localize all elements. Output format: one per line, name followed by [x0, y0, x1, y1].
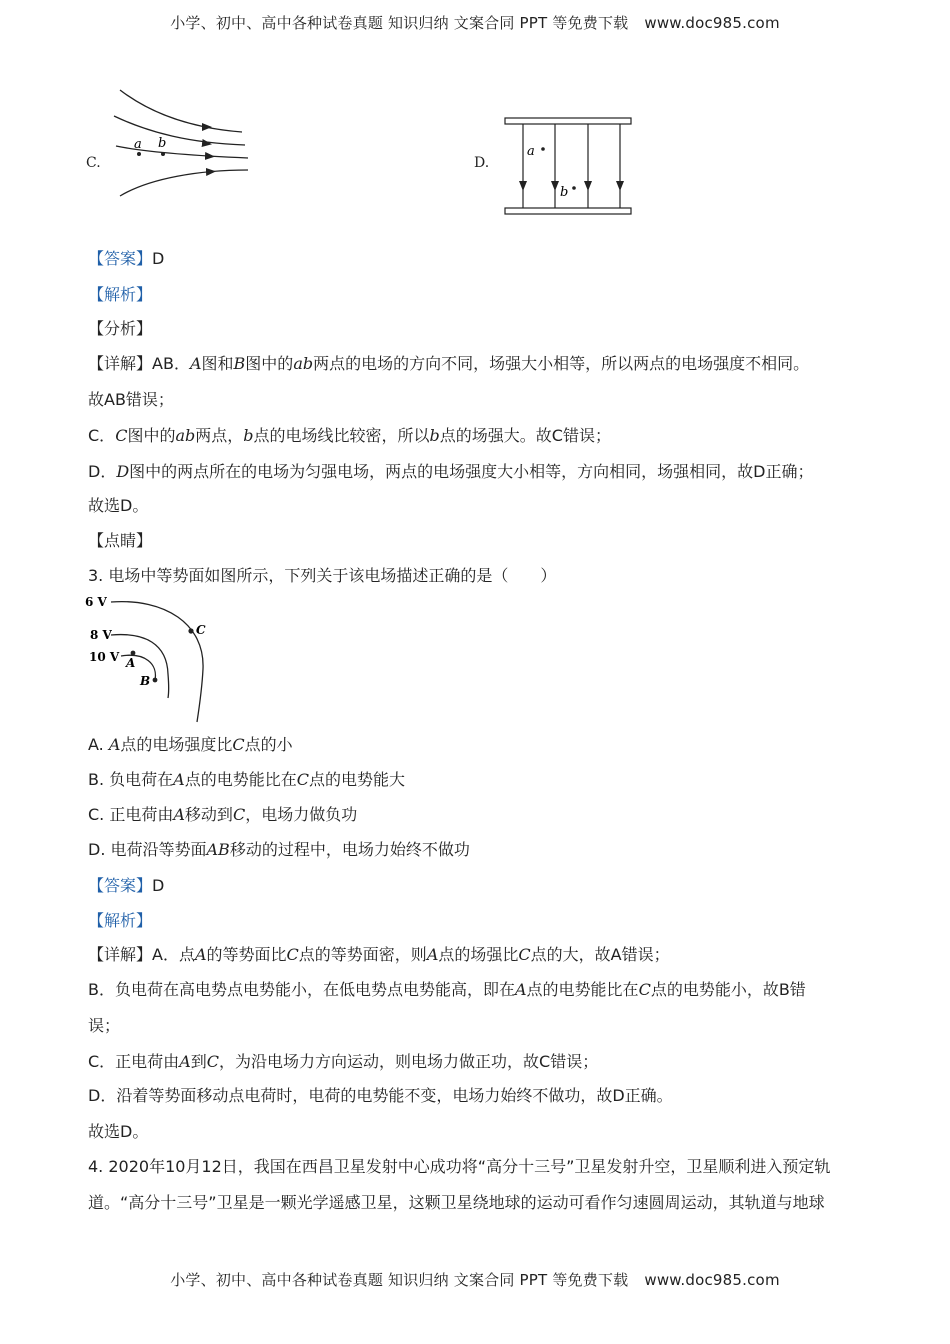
page-footer — [0, 1269, 950, 1290]
text: 到 — [190, 1052, 207, 1071]
q2-detail-line-2: 故AB错误； — [88, 390, 174, 409]
math: C — [518, 945, 531, 964]
text: C．正电荷由 — [88, 1052, 180, 1071]
text: 两点的电场的方向不同，场强大小相等，所以两点的电场强度不相同。 — [313, 354, 810, 373]
q3-option-d — [88, 838, 868, 862]
math: A — [173, 770, 185, 789]
q3-label-10v: 10 V — [89, 650, 120, 664]
math: ab — [175, 426, 196, 445]
text: C． — [88, 426, 116, 445]
math: B — [233, 354, 246, 373]
text: 两点， — [195, 426, 244, 445]
text: 点的电势能大 — [308, 770, 405, 789]
math: A — [514, 980, 527, 999]
text: D. 电荷沿等势面 — [88, 840, 207, 859]
q4-stem-line-1: 4. 2020年10月12日，我国在西昌卫星发射中心成功将“高分十三号”卫星发射升空，卫星顺利进入预定轨 — [88, 1157, 831, 1176]
text: D． — [88, 462, 117, 481]
q4-stem-line-2: 道。“高分十三号”卫星是一颗光学遥感卫星，这颗卫星绕地球的运动可看作匀速圆周运动，其轨道与地球 — [88, 1193, 825, 1212]
q2-detail-option-d — [88, 460, 868, 484]
text: 点的电场强度比 — [120, 735, 233, 754]
q3-point-c-label: C — [196, 623, 206, 637]
q3-answer-tag: 【答案】 — [88, 876, 153, 895]
figure-c-point-a-label: a — [134, 137, 142, 152]
q2-detail-line-1 — [88, 352, 868, 376]
q3-detail-line-3 — [88, 1050, 868, 1074]
text: 的等势面比 — [206, 945, 287, 964]
math: A — [426, 945, 439, 964]
math: A — [189, 354, 202, 373]
math: A — [194, 945, 207, 964]
figure-d-option-label: D. — [474, 155, 490, 171]
figure-d-parallel-plates — [500, 115, 635, 220]
text: A．点 — [152, 945, 195, 964]
text: 图中的 — [245, 354, 294, 373]
footer-url[interactable]: www.doc985.com — [644, 1271, 780, 1289]
math: C — [638, 980, 651, 999]
text: 点的电场线比较密，所以 — [253, 426, 430, 445]
q2-analysis-tag: 【解析】 — [88, 285, 153, 304]
q3-point-a-label: A — [126, 656, 136, 670]
q3-option-b — [88, 768, 868, 792]
figure-c-option-label: C. — [86, 155, 101, 171]
q3-detail-line-2 — [88, 978, 868, 1002]
text: 移动到 — [184, 805, 233, 824]
q2-answer-value: D — [152, 249, 165, 268]
math: A — [173, 805, 185, 824]
text: ，为沿电场力方向运动，则电场力做正功，故C错误； — [219, 1052, 599, 1071]
q3-answer-value: D — [152, 876, 165, 895]
math: C — [232, 735, 245, 754]
header-text: 小学、初中、高中各种试卷真题 知识归纳 文案合同 PPT 等免费下载 — [170, 14, 629, 32]
figure-c-point-b-label: b — [158, 136, 167, 151]
q3-equipotential-figure — [85, 594, 235, 724]
math: C — [115, 426, 128, 445]
math: A — [179, 1052, 191, 1071]
q3-detail-line-2b: 误； — [88, 1016, 121, 1035]
text: 图中的 — [127, 426, 176, 445]
q2-answer — [88, 247, 868, 271]
math: C — [206, 1052, 220, 1071]
math: b — [429, 426, 440, 445]
text: 点的场强大。故C错误； — [439, 426, 611, 445]
header-url[interactable]: www.doc985.com — [644, 14, 780, 32]
math: C — [286, 945, 299, 964]
text: 移动的过程中，电场力始终不做功 — [229, 840, 470, 859]
text: 点的等势面密，则 — [298, 945, 427, 964]
text: AB． — [152, 354, 190, 373]
q3-conclusion: 故选D。 — [88, 1122, 149, 1141]
math: b — [243, 426, 254, 445]
text: 点的电势能小，故B错 — [650, 980, 806, 999]
q3-detail-line-4: D．沿着等势面移动点电荷时，电荷的电势能不变，电场力始终不做功，故D正确。 — [88, 1086, 673, 1105]
text: A. — [88, 735, 104, 754]
text: C. 正电荷由 — [88, 805, 174, 824]
q2-dianjing-tag: 【点睛】 — [88, 531, 153, 550]
q3-stem: 3. 电场中等势面如图所示，下列关于该电场描述正确的是（ ） — [88, 566, 557, 585]
text: ，电场力做负功 — [245, 805, 358, 824]
q3-analysis-tag: 【解析】 — [88, 911, 153, 930]
q3-option-a — [88, 733, 868, 757]
figure-d-point-b-label: b — [560, 185, 569, 200]
page-header — [0, 12, 950, 33]
math: ab — [293, 354, 314, 373]
q2-answer-tag: 【答案】 — [88, 249, 153, 268]
q2-fenxi-tag: 【分析】 — [88, 319, 153, 338]
q3-point-b-label: B — [140, 674, 151, 688]
math: C — [232, 805, 246, 824]
q3-label-6v: 6 V — [85, 595, 107, 609]
figure-d-point-a-label: a — [527, 144, 535, 159]
math: D — [116, 462, 130, 481]
text: 图中的两点所在的电场为匀强电场，两点的电场强度大小相等，方向相同，场强相同，故D正确； — [129, 462, 814, 481]
math: A — [108, 735, 121, 754]
text: 图和 — [201, 354, 234, 373]
q3-option-c — [88, 803, 868, 827]
text: 点的场强比 — [438, 945, 519, 964]
q3-answer — [88, 874, 868, 898]
q3-detail-tag: 【详解】 — [88, 945, 153, 964]
q3-label-8v: 8 V — [90, 628, 112, 642]
text: 点的电势能比在 — [184, 770, 297, 789]
text: B．负电荷在高电势点电势能小，在低电势点电势能高，即在 — [88, 980, 515, 999]
text: 点的小 — [244, 735, 293, 754]
text: 点的大，故A错误； — [530, 945, 670, 964]
q2-conclusion: 故选D。 — [88, 496, 149, 515]
q2-detail-tag: 【详解】 — [88, 354, 153, 373]
q3-detail-line-1 — [88, 943, 868, 967]
figure-c-curved-field-lines — [110, 88, 280, 208]
text: 点的电势能比在 — [526, 980, 639, 999]
q2-detail-option-c — [88, 424, 868, 448]
text: B. 负电荷在 — [88, 770, 174, 789]
math: C — [296, 770, 309, 789]
math: AB — [206, 840, 230, 859]
footer-text: 小学、初中、高中各种试卷真题 知识归纳 文案合同 PPT 等免费下载 — [170, 1271, 629, 1289]
